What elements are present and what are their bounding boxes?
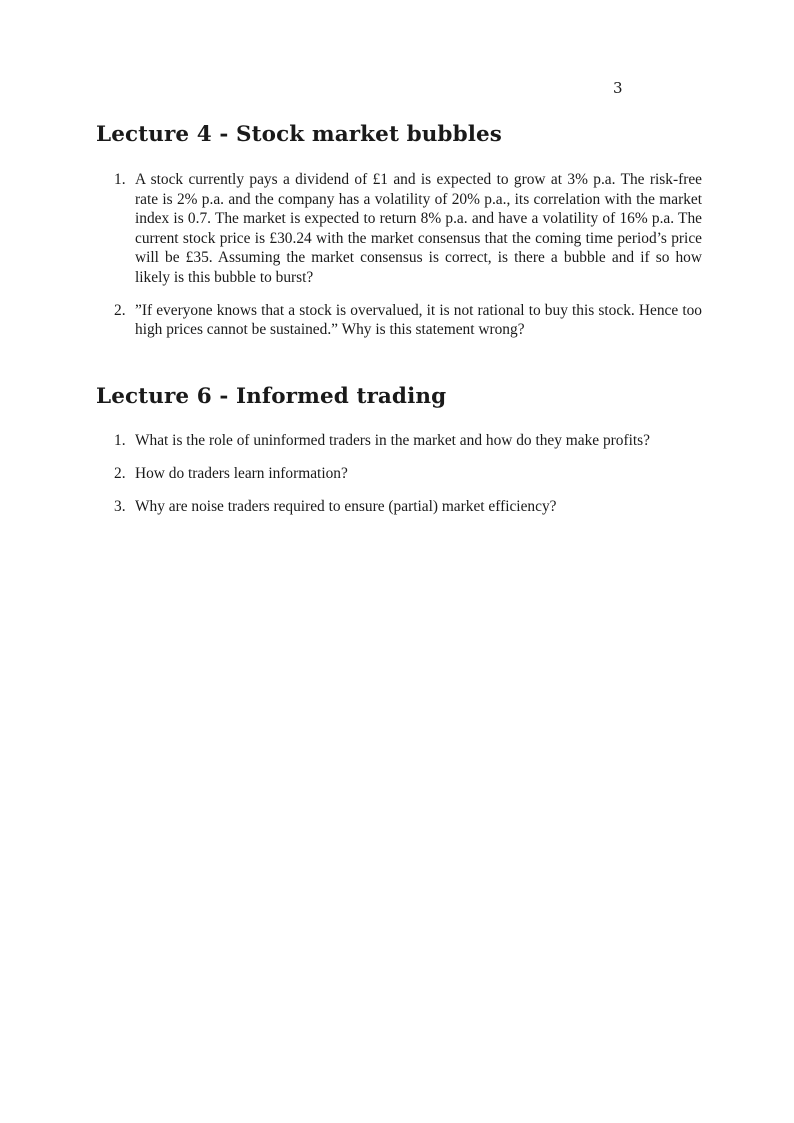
section-lecture-4 xyxy=(96,121,702,353)
question-text: A stock currently pays a dividend of £1 and is expected to grow at 3% p.a. The risk-free rate is 2% p.a. and the company has a volatility of 20% p.a., its correlation with the market index is 0.7. The market is expected to return 8% p.a. and have a volatility of 16% p.a. The current stock price is £30.24 with the market consensus that the coming time period’s price will be £35. Assuming the market consensus is correct, is there a bubble and if so how likely is this bubble to burst? xyxy=(135,171,702,286)
list-item xyxy=(96,464,702,484)
list-item xyxy=(96,170,702,287)
question-number: 2. xyxy=(114,301,126,319)
section-lecture-6 xyxy=(96,383,702,530)
list-item xyxy=(96,431,702,451)
list-item xyxy=(96,301,702,340)
question-number: 3. xyxy=(114,498,126,515)
question-list xyxy=(96,170,702,340)
question-text: What is the role of uninformed traders in the market and how do they make profits? xyxy=(135,432,650,449)
section-title: Lecture 6 - Informed trading xyxy=(96,384,447,409)
question-number: 1. xyxy=(114,432,126,449)
question-number: 2. xyxy=(114,465,126,482)
question-number: 1. xyxy=(114,171,126,188)
page-number: 3 xyxy=(613,79,623,97)
question-text: How do traders learn information? xyxy=(135,465,348,482)
section-title: Lecture 4 - Stock market bubbles xyxy=(96,122,502,147)
question-text: Why are noise traders required to ensure (partial) market efficiency? xyxy=(135,498,557,515)
question-text: ”If everyone knows that a stock is overvalued, it is not rational to buy this stock. Hence too high prices cannot be sustained.” Why is this statement wrong? xyxy=(135,301,702,338)
question-list xyxy=(96,431,702,517)
list-item xyxy=(96,497,702,517)
